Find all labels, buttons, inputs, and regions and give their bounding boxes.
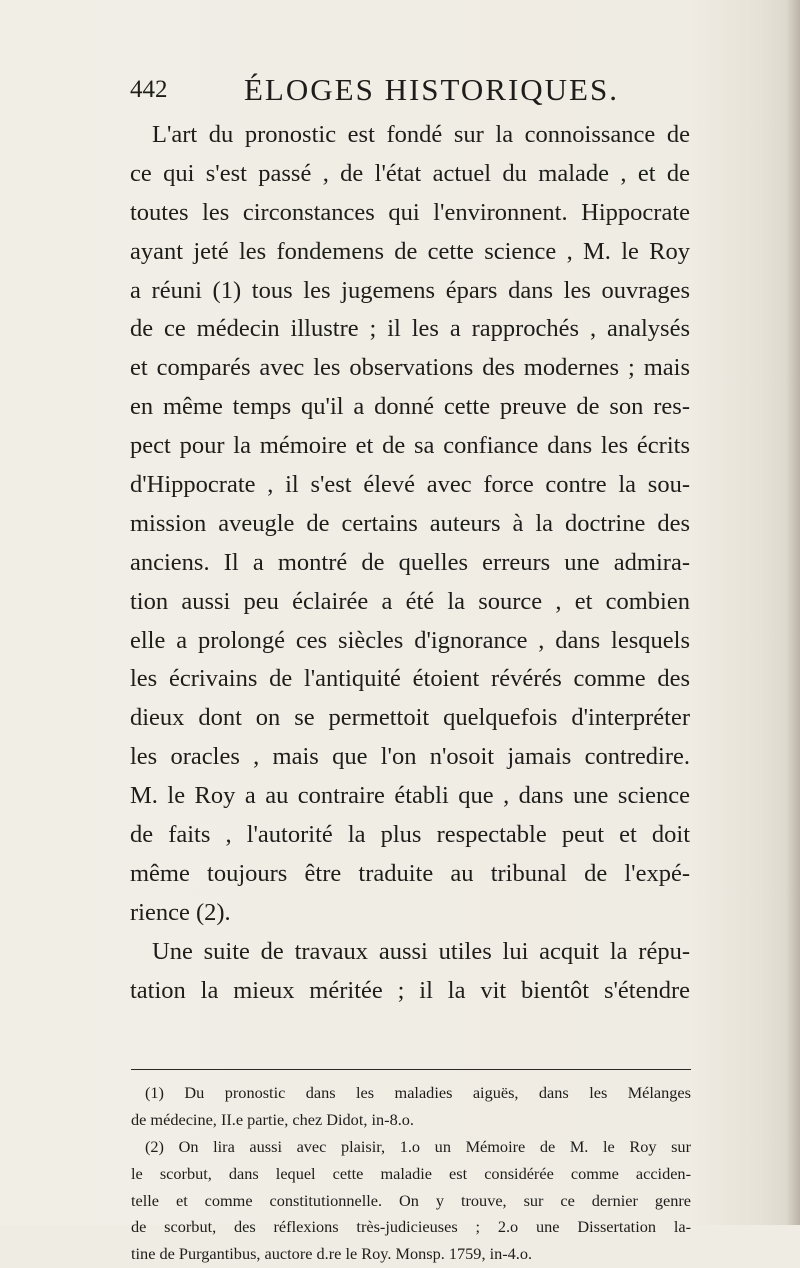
body-line: de faits , l'autorité la plus respectable peut et doit — [130, 821, 690, 849]
body-line: ayant jeté les fondemens de cette science , M. le Roy — [130, 237, 690, 265]
footnote-line: telle et comme constitutionnelle. On y trouve, sur ce dernier genre — [131, 1190, 691, 1210]
body-line: anciens. Il a montré de quelles erreurs une admira- — [130, 548, 690, 576]
body-line: M. le Roy a au contraire établi que , dans une science — [130, 782, 690, 810]
body-line: tion aussi peu éclairée a été la source , et combien — [130, 587, 690, 615]
body-line: elle a prolongé ces siècles d'ignorance , dans lesquels — [130, 626, 690, 654]
footnote-line: de scorbut, des réflexions très-judicieuses ; 2.o une Dissertation la- — [131, 1217, 691, 1237]
footnote-line: le scorbut, dans lequel cette maladie est considérée comme acciden- — [131, 1163, 691, 1183]
footnote-line: de médecine, II.e partie, chez Didot, in-8.o. — [131, 1109, 414, 1129]
body-line: tation la mieux méritée ; il la vit bientôt s'étendre — [130, 976, 690, 1004]
footnote-line: (2) On lira aussi avec plaisir, 1.o un Mémoire de M. le Roy sur — [145, 1136, 691, 1156]
body-line: toutes les circonstances qui l'environnent. Hippocrate — [130, 198, 690, 226]
footnote-line: tine de Purgantibus, auctore d.re le Roy. Monsp. 1759, in-4.o. — [131, 1244, 533, 1264]
body-line: L'art du pronostic est fondé sur la connoissance de — [152, 121, 690, 148]
body-line: Une suite de travaux aussi utiles lui acquit la répu- — [152, 937, 690, 965]
body-line: a réuni (1) tous les jugemens épars dans les ouvrages — [130, 276, 690, 304]
footnotes — [131, 1080, 691, 1268]
body-text — [130, 116, 690, 1010]
body-line: même toujours être traduite au tribunal de l'expé- — [130, 859, 690, 887]
page-header — [130, 68, 690, 108]
body-line: rience (2). — [130, 898, 231, 926]
body-line: ce qui s'est passé , de l'état actuel du malade , et de — [130, 159, 690, 187]
footnote-line: (1) Du pronostic dans les maladies aiguës, dans les Mélanges — [145, 1083, 691, 1102]
page-edge-shadow — [786, 0, 800, 1225]
body-line: dieux dont on se permettoit quelquefois d'interpréter — [130, 704, 690, 732]
body-line: de ce médecin illustre ; il les a rapprochés , analysés — [130, 315, 690, 343]
body-line: les oracles , mais que l'on n'osoit jamais contredire. — [130, 743, 690, 771]
body-line: mission aveugle de certains auteurs à la doctrine des — [130, 509, 690, 537]
running-title: ÉLOGES HISTORIQUES. — [244, 72, 619, 107]
body-line: en même temps qu'il a donné cette preuve de son res- — [130, 393, 690, 421]
body-line: les écrivains de l'antiquité étoient révérés comme des — [130, 665, 690, 693]
body-line: pect pour la mémoire et de sa confiance dans les écrits — [130, 432, 690, 460]
footnote-separator — [131, 1069, 691, 1070]
page-number: 442 — [130, 76, 168, 103]
body-line: et comparés avec les observations des modernes ; mais — [130, 354, 690, 382]
body-line: d'Hippocrate , il s'est élevé avec force contre la sou- — [130, 471, 690, 499]
